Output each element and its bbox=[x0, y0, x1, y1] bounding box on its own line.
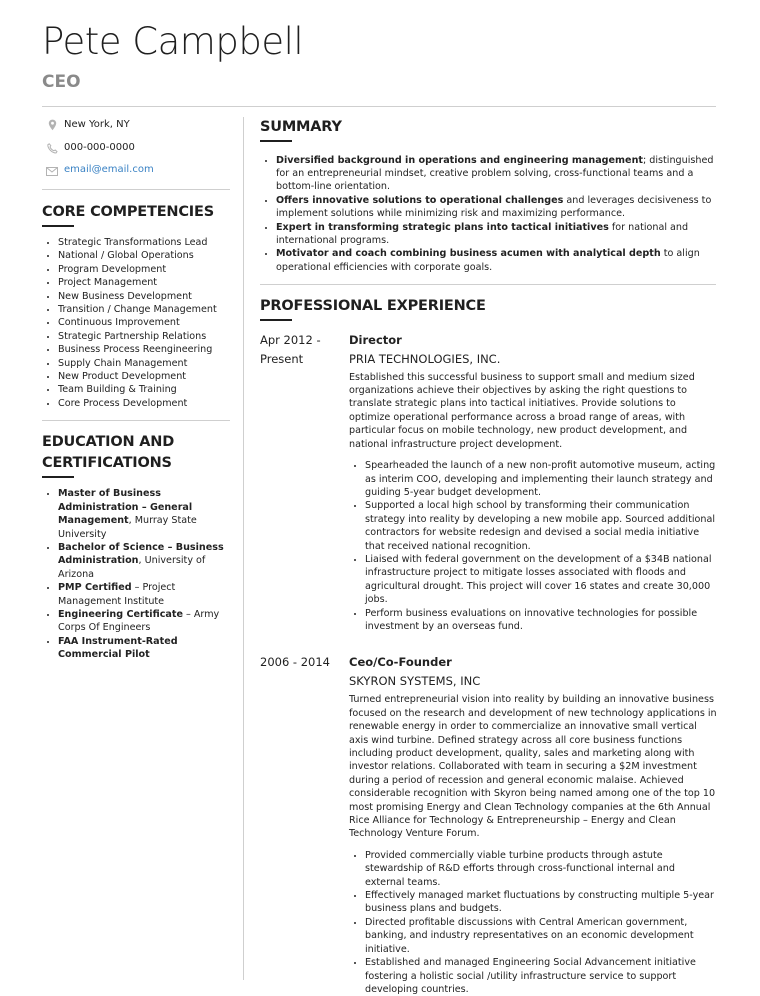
section-divider bbox=[42, 420, 230, 421]
list-item: • Established and managed Engineering Social Advancement initiative fostering a holistic social /utility infrastructure service to support developing countries. bbox=[365, 956, 717, 996]
job-title: CEO bbox=[42, 72, 81, 92]
education-list bbox=[42, 487, 230, 661]
list-item-text: , Murray State University bbox=[58, 515, 197, 540]
list-item: • Strategic Transformations Lead bbox=[58, 236, 230, 249]
list-item: • New Product Development bbox=[58, 370, 230, 383]
list-item-bold: FAA Instrument-Rated Commercial Pilot bbox=[58, 635, 178, 661]
heading-underline bbox=[42, 476, 74, 478]
job-description: Established this successful business to support small and medium sized organizations achieve their objectives by asking the right questions to translate strategic plans into tactical initiatives. Provide solutions to optimize operational performance across a broad range of areas, with particular focus on mobile technology, new product development, and national infrastructure project development. bbox=[349, 371, 695, 450]
job-company: PRIA TECHNOLOGIES, INC. bbox=[349, 351, 501, 366]
list-item-bold: Offers innovative solutions to operational challenges bbox=[276, 194, 564, 206]
list-item-bold: Expert in transforming strategic plans into tactical initiatives bbox=[276, 221, 609, 233]
job-bullets bbox=[349, 849, 717, 996]
list-item: • Team Building & Training bbox=[58, 383, 230, 396]
header-divider bbox=[42, 106, 716, 107]
job-dates bbox=[260, 653, 340, 672]
list-item-bold: Bachelor of Science – Business Administration bbox=[58, 541, 224, 567]
job-entry bbox=[260, 653, 718, 996]
education-heading-line1: EDUCATION AND bbox=[42, 434, 175, 451]
phone-text: 000-000-0000 bbox=[64, 141, 135, 153]
contact-location bbox=[45, 117, 230, 140]
list-item-bold: Motivator and coach combining business acumen with analytical depth bbox=[276, 248, 661, 260]
list-item bbox=[58, 541, 230, 581]
list-item-bold: Engineering Certificate bbox=[58, 608, 183, 620]
envelope-icon bbox=[45, 162, 59, 178]
location-pin-icon bbox=[45, 117, 59, 133]
list-item-bold: Master of Business Administration – General Management bbox=[58, 488, 193, 527]
summary-section bbox=[260, 117, 718, 274]
contact-block bbox=[42, 117, 230, 185]
list-item bbox=[276, 221, 718, 248]
list-item-text: – Army Corps Of Engineers bbox=[58, 608, 220, 634]
job-bullets bbox=[349, 459, 717, 633]
phone-icon bbox=[45, 140, 59, 156]
job-role: Director bbox=[349, 332, 402, 347]
left-column bbox=[42, 117, 230, 662]
heading-underline bbox=[260, 140, 292, 142]
job-description: Turned entrepreneurial vision into reality by building an innovative business focused on the research and development of new technology applications in renewable energy in order to commercialize an innovative small vertical axis wind turbine. Defined strategy across all core business functions including product development, quality, sales and marketing along with investor relations. Collaborated with team in securing a $2M investment during a period of recession and general economic malaise. Achieved considerable recognition with Skyron being named among one of the top 10 most promising Energy and Clean Technology companies at the 6th Annual Rice Alliance for Technology & Entrepreneurship – Energy and Clean Technology Venture Forum. bbox=[349, 694, 717, 840]
list-item bbox=[276, 194, 718, 221]
list-item: • Business Process Reengineering bbox=[58, 343, 230, 356]
list-item: • Supported a local high school by transforming their communication strategy into reality by developing a new mobile app. Sourced additional contractors for website redesign and devised a social media initiative that received national recognition. bbox=[365, 499, 717, 553]
contact-email[interactable] bbox=[45, 162, 230, 185]
list-item: • New Business Development bbox=[58, 290, 230, 303]
list-item bbox=[276, 154, 718, 194]
list-item: • National / Global Operations bbox=[58, 249, 230, 262]
summary-list bbox=[260, 154, 718, 275]
section-divider bbox=[42, 189, 230, 190]
list-item bbox=[276, 247, 718, 274]
competencies-heading: CORE COMPETENCIES bbox=[42, 203, 214, 220]
list-item: • Directed profitable discussions with Central American government, banking, and industry representatives on an economic development initiative. bbox=[365, 916, 717, 956]
job-dates bbox=[260, 331, 340, 369]
contact-phone bbox=[45, 140, 230, 163]
list-item: • Program Development bbox=[58, 263, 230, 276]
job-company: SKYRON SYSTEMS, INC bbox=[349, 674, 481, 689]
list-item bbox=[58, 581, 230, 608]
heading-underline bbox=[260, 319, 292, 321]
column-divider bbox=[243, 117, 244, 980]
email-link[interactable]: email@email.com bbox=[64, 164, 154, 175]
section-divider bbox=[260, 284, 716, 285]
summary-heading: SUMMARY bbox=[260, 119, 342, 135]
right-column bbox=[260, 117, 718, 996]
list-item: • Supply Chain Management bbox=[58, 357, 230, 370]
list-item: • Provided commercially viable turbine products through astute stewardship of R&D efforts through cross-functional internal and external teams. bbox=[365, 849, 717, 889]
heading-underline bbox=[42, 225, 74, 227]
job-body bbox=[349, 331, 717, 634]
list-item: • Liaised with federal government on the development of a $34B national infrastructure project to mitigate losses associated with floods and agricultural drought. This project will cover 16 states and create 30,000 jobs. bbox=[365, 553, 717, 607]
list-item: • Continuous Improvement bbox=[58, 316, 230, 329]
job-role: Ceo/Co-Founder bbox=[349, 655, 452, 670]
list-item-text: to align operational efficiencies with corporate goals. bbox=[276, 248, 700, 273]
list-item: • Project Management bbox=[58, 276, 230, 289]
experience-heading: PROFESSIONAL EXPERIENCE bbox=[260, 298, 486, 315]
list-item: • Transition / Change Management bbox=[58, 303, 230, 316]
job-dates-start: Apr 2012 - bbox=[260, 332, 321, 347]
list-item-text: , University of Arizona bbox=[58, 555, 206, 580]
education-heading-line2: CERTIFICATIONS bbox=[42, 454, 172, 471]
competencies-section bbox=[42, 202, 230, 411]
person-name: Pete Campbell bbox=[42, 20, 304, 63]
job-dates-end: Present bbox=[260, 351, 304, 366]
list-item bbox=[58, 487, 230, 541]
list-item: • Spearheaded the launch of a new non-profit automotive museum, acting as interim COO, developing and implementing their launch strategy and guiding 5-year budget development. bbox=[365, 459, 717, 499]
list-item-bold: PMP Certified bbox=[58, 582, 132, 594]
education-section bbox=[42, 432, 230, 661]
list-item-text: and leverages decisiveness to implement solutions while minimizing risk and maximizing performance. bbox=[276, 194, 712, 220]
list-item: • Effectively managed market fluctuations by constructing multiple 5-year business plans and budgets. bbox=[365, 889, 717, 916]
experience-section bbox=[260, 296, 718, 996]
job-entry bbox=[260, 331, 718, 634]
list-item: • Strategic Partnership Relations bbox=[58, 330, 230, 343]
list-item: • Core Process Development bbox=[58, 397, 230, 410]
job-dates-start: 2006 - 2014 bbox=[260, 655, 330, 670]
location-text: New York, NY bbox=[64, 119, 130, 130]
job-body bbox=[349, 653, 717, 996]
list-item-bold: Diversified background in operations and engineering management bbox=[276, 154, 643, 166]
list-item-text: for national and international programs. bbox=[276, 221, 689, 246]
list-item: • Perform business evaluations on innovative technologies for possible investment by an overseas fund. bbox=[365, 607, 717, 634]
list-item-text: – Project Management Institute bbox=[58, 582, 176, 607]
list-item bbox=[58, 608, 230, 635]
list-item-text: ; distinguished for an entrepreneurial mindset, creative problem solving, cross-functional teams and a bottom-line orientation. bbox=[276, 154, 714, 193]
list-item bbox=[58, 635, 230, 662]
competencies-list bbox=[42, 236, 230, 410]
